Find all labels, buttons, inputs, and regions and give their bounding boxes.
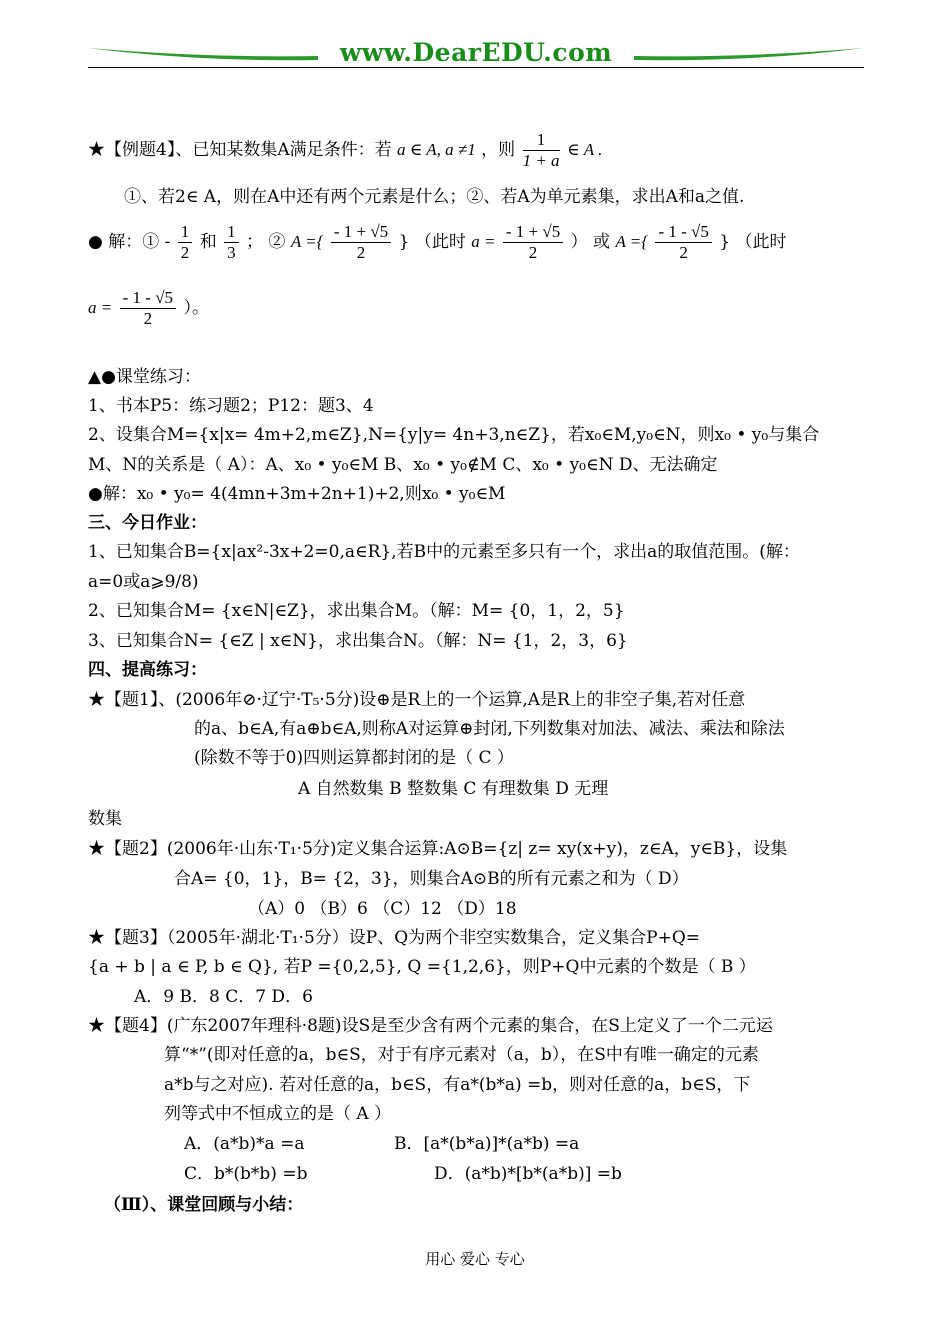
- or-word: ） 或: [570, 232, 611, 252]
- example4-question: ①、若2∈ A，则在A中还有两个元素是什么；②、若A为单元素集，求出A和a之值.: [124, 187, 745, 207]
- problem4-line2: 算“*”(即对任意的a，b∈S，对于有序元素对（a，b），在S中有唯一确定的元素: [164, 1045, 759, 1065]
- end-mark: ）。: [183, 298, 209, 318]
- frac-numerator: - 1 - √5: [120, 288, 176, 309]
- problem1-tail: 数集: [88, 809, 122, 829]
- page-header: [88, 38, 864, 70]
- frac-denominator: 2: [679, 243, 688, 262]
- example4-title-line: [88, 130, 602, 171]
- frac-one-third: [224, 222, 239, 263]
- classwork-q2-solution: ●解：x₀ • y₀= 4(4mn+3m+2n+1)+2,则x₀ • y₀∈M: [88, 484, 506, 504]
- frac-denominator: 2: [180, 243, 190, 262]
- problem3-options: A．9 B．8 C．7 D．6: [134, 987, 313, 1007]
- frac-numerator: - 1 + √5: [331, 222, 391, 243]
- problem3-line2: {a + b | a ∈ P, b ∈ Q}, 若P ={0,2,5}, Q ={1,2,6}，则P+Q中元素的个数是（ B ）: [88, 957, 756, 977]
- set-close: }: [398, 232, 410, 252]
- frac-numerator: 1: [224, 222, 239, 243]
- page-footer: 用心 爱心 专心: [425, 1250, 525, 1268]
- frac-denominator: 2: [143, 309, 153, 328]
- problem3-line1: ★【题3】（2005年·湖北·T₁·5分）设P、Q为两个非空实数集合，定义集合P+Q=: [88, 928, 700, 948]
- advanced-title: 四、提高练习：: [88, 660, 207, 680]
- problem4-line3: a*b与之对应). 若对任意的a，b∈S，有a*(b*a) =b，则对任意的a，b∈S，下: [164, 1075, 751, 1095]
- homework-q3: 3、已知集合N= {∈Z | x∈N}，求出集合N。（解：N= {1，2，3，6}: [88, 631, 628, 651]
- problem1-line1: ★【题1】、(2006年⊘·辽宁·T₅·5分)设⊕是R上的一个运算,A是R上的非空子集,若对任意: [88, 690, 746, 710]
- frac-denominator: 1 + a: [522, 151, 560, 170]
- a-equals: a =: [471, 232, 496, 251]
- frac-phi-minus-2: [120, 288, 176, 329]
- problem1-line3: (除数不等于0)四则运算都封闭的是（ C ）: [194, 748, 514, 768]
- homework-title: 三、今日作业：: [88, 513, 207, 533]
- classwork-q2-line2: M、N的关系是（ A）：A、x₀ • y₀∈M B、x₀ • y₀∉M C、x₀ • y₀∈N D、无法确定: [88, 455, 718, 475]
- classwork-title: ▲●课堂练习：: [88, 367, 201, 387]
- ci-shi-2: （此时: [735, 232, 787, 252]
- homework-q1-line1: 1、已知集合B={x|ax²-3x+2=0,a∈R},若B中的元素至多只有一个，求出a的取值范围。(解：: [88, 542, 800, 562]
- ci-shi: （此时: [414, 232, 466, 252]
- example4-then: ，则: [481, 140, 516, 160]
- classwork-q1: 1、书本P5：练习题2；P12：题3、4: [88, 396, 374, 416]
- a-equals-2: a =: [88, 298, 113, 317]
- frac-1-over-1-plus-a: [523, 130, 560, 171]
- frac-denominator: 2: [356, 243, 366, 262]
- example4-in-A: ∈ A .: [566, 140, 603, 159]
- problem1-options: A 自然数集 B 整数集 C 有理数集 D 无理: [298, 779, 609, 799]
- summary-title: （Ⅲ）、课堂回顾与小结：: [104, 1195, 304, 1215]
- problem4-option-A: A．(a*b)*a =a: [184, 1134, 305, 1154]
- frac-numerator: 1: [523, 130, 560, 151]
- example4-title: ★【例题4】、已知某数集A满足条件：若: [88, 140, 392, 160]
- frac-numerator: - 1 + √5: [503, 222, 563, 243]
- frac-one-half: [178, 222, 193, 263]
- problem4-option-C: C．b*(b*b) =b: [184, 1164, 308, 1184]
- example4-condition: a ∈ A, a ≠1: [397, 140, 476, 159]
- set-A-open-2: A ={: [615, 232, 649, 251]
- problem4-line4: 列等式中不恒成立的是（ A ）: [164, 1104, 392, 1124]
- separator: ； ②: [246, 232, 286, 252]
- example4-solution-line2: [88, 288, 209, 329]
- problem2-line1: ★【题2】(2006年·山东·T₁·5分)定义集合运算:A⊙B={z| z= xy(x+y)，z∈A，y∈B}，设集: [88, 839, 788, 859]
- problem4-option-B: B．[a*(b*a)]*(a*b) =a: [394, 1134, 580, 1154]
- solution-prefix: ● 解：① -: [88, 232, 171, 252]
- problem1-line2: 的a、b∈A,有a⊕b∈A,则称A对运算⊕封闭,下列数集对加法、减法、乘法和除法: [194, 719, 785, 739]
- set-A-open: A ={: [290, 232, 324, 251]
- problem4-option-D: D．(a*b)*[b*(a*b)] =b: [434, 1164, 622, 1184]
- set-close-2: }: [719, 232, 731, 252]
- frac-numerator: 1: [178, 222, 193, 243]
- and-word: 和: [199, 232, 217, 252]
- classwork-q2-line1: 2、设集合M={x|x= 4m+2,m∈Z},N={y|y= 4n+3,n∈Z}，若x₀∈M,y₀∈N，则x₀ • y₀与集合: [88, 425, 820, 445]
- problem2-line2: 合A= {0，1}，B= {2，3}，则集合A⊙B的所有元素之和为（ D）: [174, 869, 689, 889]
- frac-numerator: - 1 - √5: [655, 222, 711, 243]
- example4-solution-line1: [88, 222, 787, 263]
- site-logo-text: www.DearEDU.com: [339, 38, 613, 67]
- frac-phi-plus: [331, 222, 391, 263]
- frac-phi-plus-2: [503, 222, 563, 263]
- homework-q2: 2、已知集合M= {x∈N|∈Z}，求出集合M。（解：M= {0，1，2，5}: [88, 601, 625, 621]
- header-rule: [88, 67, 864, 68]
- problem2-options: （A）0 （B）6 （C）12 （D）18: [248, 899, 517, 919]
- problem4-line1: ★【题4】(广东2007年理科·8题)设S是至少含有两个元素的集合，在S上定义了一个二元运: [88, 1016, 773, 1036]
- frac-denominator: 3: [227, 243, 236, 262]
- homework-q1-line2: a=0或a⩾9/8): [88, 572, 199, 592]
- frac-denominator: 2: [528, 243, 538, 262]
- frac-phi-minus: [655, 222, 711, 263]
